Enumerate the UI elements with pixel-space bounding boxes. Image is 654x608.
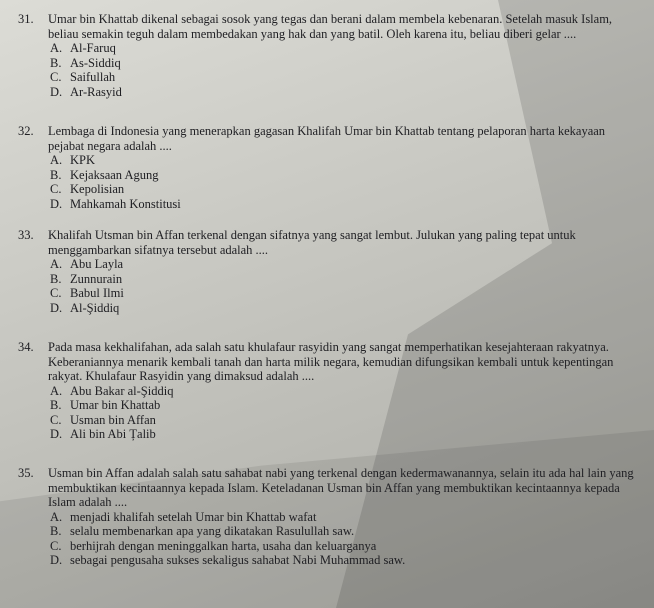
- question-number: 35.: [18, 466, 34, 480]
- question-34: [18, 340, 638, 442]
- option-list: [18, 510, 638, 568]
- option-a[interactable]: A. KPK: [50, 153, 96, 167]
- question-body: Usman bin Affan adalah salah satu sahabat nabi yang terkenal dengan kedermawanannya, selain itu ada hal lain yang membuktikan kecintaannya kepada Islam. Keteladanan Usman bin Affan yang membuktikan kecintaannya kepada Islam adalah ....: [48, 466, 634, 509]
- option-b[interactable]: B. Umar bin Khattab: [50, 398, 161, 412]
- option-list: [18, 257, 638, 315]
- question-number: 33.: [18, 228, 34, 242]
- option-a[interactable]: A. Abu Bakar al-Şiddiq: [50, 383, 174, 398]
- option-c[interactable]: C. berhijrah dengan meninggalkan harta, usaha dan keluarganya: [50, 538, 377, 553]
- question-body: Lembaga di Indonesia yang menerapkan gagasan Khalifah Umar bin Khattab tentang pelaporan harta kekayaan pejabat negara adalah ....: [48, 124, 606, 153]
- question-number: 31.: [18, 12, 34, 26]
- option-d[interactable]: D. Ar-Rasyid: [50, 84, 122, 99]
- question-body: Khalifah Utsman bin Affan terkenal dengan sifatnya yang sangat lembut. Julukan yang paling tepat untuk menggambarkan sifatnya tersebut adalah ....: [48, 228, 576, 257]
- question-text: [18, 340, 638, 384]
- question-31: [18, 12, 638, 99]
- option-list: [18, 384, 638, 442]
- option-d[interactable]: D. Al-Şiddiq: [50, 300, 120, 315]
- option-c[interactable]: C. Babul Ilmi: [50, 286, 124, 300]
- option-c[interactable]: C. Kepolisian: [50, 182, 125, 196]
- question-body: Umar bin Khattab dikenal sebagai sosok yang tegas dan berani dalam membela kebenaran. Setelah masuk Islam, beliau semakin teguh dalam membedakan yang hak dan yang batil. Oleh karena itu, beliau diberi gelar ....: [48, 12, 613, 41]
- option-a[interactable]: A. Al-Faruq: [50, 41, 116, 55]
- option-b[interactable]: B. Kejaksaan Agung: [50, 167, 159, 182]
- question-body: Pada masa kekhalifahan, ada salah satu khulafaur rasyidin yang sangat memperhatikan kesejahteraan rakyatnya. Keberaniannya menarik kembali tanah dan harta milik negara, kemudian difungsikan kembali untuk kepentingan rakyat. Khulafaur Rasyidin yang dimaksud adalah ....: [48, 340, 614, 383]
- option-a[interactable]: A. Abu Layla: [50, 257, 124, 271]
- option-b[interactable]: B. Zunnurain: [50, 271, 123, 286]
- question-text: [18, 466, 638, 510]
- question-text: [18, 12, 638, 41]
- question-text: [18, 124, 638, 153]
- option-d[interactable]: D. Ali bin Abi Țalib: [50, 427, 156, 441]
- question-text: [18, 228, 638, 257]
- option-c[interactable]: C. Usman bin Affan: [50, 412, 156, 427]
- option-list: [18, 41, 638, 99]
- option-b[interactable]: B. selalu membenarkan apa yang dikatakan Rasulullah saw.: [50, 524, 355, 538]
- question-number: 34.: [18, 340, 34, 354]
- question-35: [18, 466, 638, 568]
- option-b[interactable]: B. As-Siddiq: [50, 55, 121, 70]
- question-32: [18, 124, 638, 211]
- option-d[interactable]: D. sebagai pengusaha sukses sekaligus sahabat Nabi Muhammad saw.: [50, 553, 406, 567]
- question-33: [18, 228, 638, 315]
- option-a[interactable]: A. menjadi khalifah setelah Umar bin Khattab wafat: [50, 509, 317, 524]
- option-c[interactable]: C. Saifullah: [50, 70, 116, 84]
- option-d[interactable]: D. Mahkamah Konstitusi: [50, 196, 181, 211]
- question-number: 32.: [18, 124, 34, 138]
- option-list: [18, 153, 638, 211]
